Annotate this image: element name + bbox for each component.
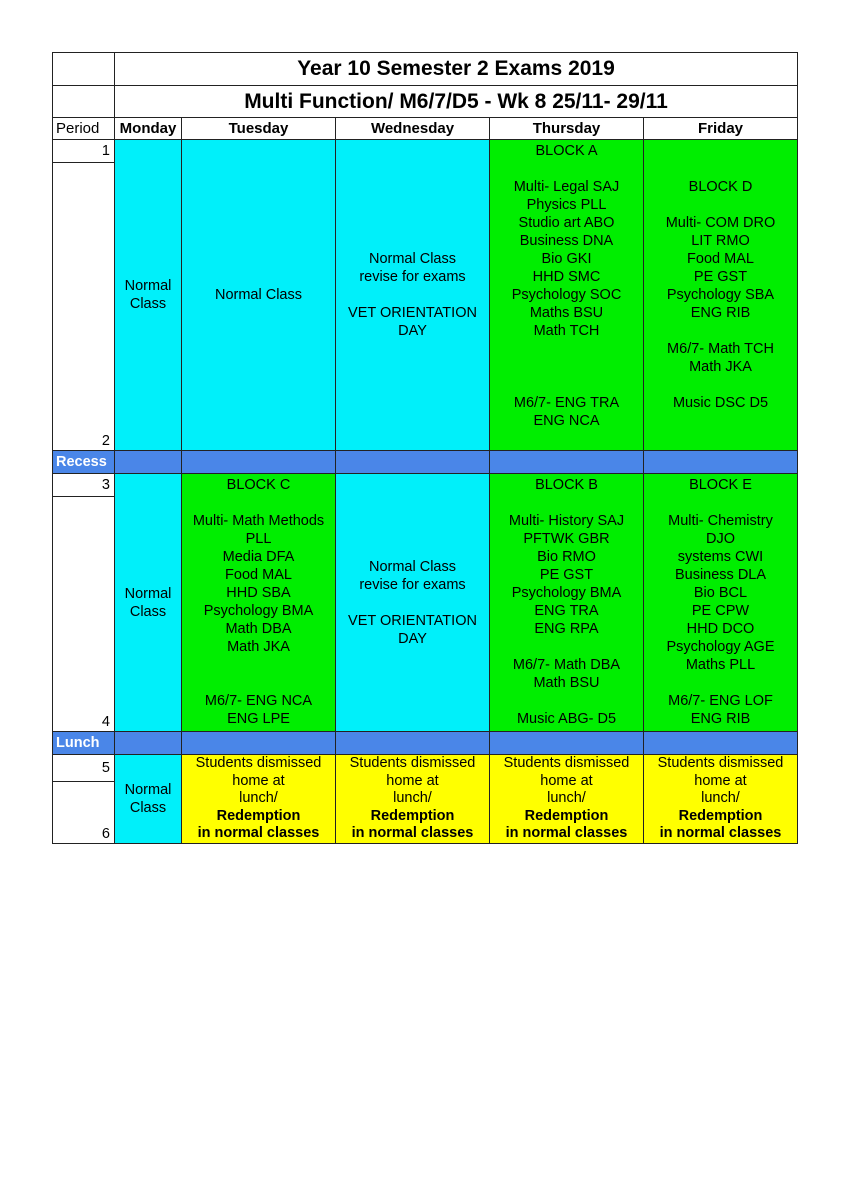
lunch-label: Lunch — [53, 732, 115, 755]
timetable-grid — [52, 52, 798, 844]
lunch-band — [115, 732, 182, 755]
period-number: 5 — [53, 755, 115, 782]
day-header-tuesday: Tuesday — [182, 118, 336, 140]
monday-session1-cell: Normal Class — [115, 140, 182, 451]
recess-band — [490, 451, 644, 474]
recess-band — [644, 451, 798, 474]
recess-band — [182, 451, 336, 474]
exam-timetable — [52, 52, 798, 844]
day-header-thursday: Thursday — [490, 118, 644, 140]
thursday-block-a-cell: BLOCK A Multi- Legal SAJ Physics PLL Studio art ABO Business DNA Bio GKI HHD SMC Psychology SOC Maths BSU Math TCH M6/7- ENG TRA ENG NCA — [490, 140, 644, 451]
period-number: 6 — [53, 782, 115, 843]
corner-cell — [53, 53, 115, 86]
day-header-friday: Friday — [644, 118, 798, 140]
day-header-monday: Monday — [115, 118, 182, 140]
tuesday-session1-cell: Normal Class — [182, 140, 336, 451]
period-number: 1 — [53, 140, 115, 163]
period-number: 4 — [53, 497, 115, 732]
friday-block-d-cell: BLOCK D Multi- COM DRO LIT RMO Food MAL PE GST Psychology SBA ENG RIB M6/7- Math TCH Math JKA Music DSC D5 — [644, 140, 798, 451]
monday-session3-cell: Normal Class — [115, 755, 182, 844]
recess-band — [336, 451, 490, 474]
friday-dismissed-cell: Students dismissed home at lunch/ Redemption in normal classes — [644, 755, 798, 844]
thursday-block-b-cell: BLOCK B Multi- History SAJ PFTWK GBR Bio RMO PE GST Psychology BMA ENG TRA ENG RPA M6/7- Math DBA Math BSU Music ABG- D5 — [490, 474, 644, 732]
lunch-band — [644, 732, 798, 755]
period-header: Period — [53, 118, 115, 140]
page-subtitle: Multi Function/ M6/7/D5 - Wk 8 25/11- 29/11 — [115, 86, 798, 118]
wednesday-dismissed-cell: Students dismissed home at lunch/ Redemption in normal classes — [336, 755, 490, 844]
page-title: Year 10 Semester 2 Exams 2019 — [115, 53, 798, 86]
lunch-band — [336, 732, 490, 755]
period-number: 3 — [53, 474, 115, 497]
day-header-wednesday: Wednesday — [336, 118, 490, 140]
monday-session2-cell: Normal Class — [115, 474, 182, 732]
wednesday-session1-cell: Normal Class revise for exams VET ORIENTATION DAY — [336, 140, 490, 451]
recess-label: Recess — [53, 451, 115, 474]
recess-band — [115, 451, 182, 474]
wednesday-session2-cell: Normal Class revise for exams VET ORIENTATION DAY — [336, 474, 490, 732]
lunch-band — [490, 732, 644, 755]
lunch-band — [182, 732, 336, 755]
tuesday-dismissed-cell: Students dismissed home at lunch/ Redemption in normal classes — [182, 755, 336, 844]
thursday-dismissed-cell: Students dismissed home at lunch/ Redemption in normal classes — [490, 755, 644, 844]
tuesday-block-c-cell: BLOCK C Multi- Math Methods PLL Media DFA Food MAL HHD SBA Psychology BMA Math DBA Math JKA M6/7- ENG NCA ENG LPE — [182, 474, 336, 732]
corner-cell — [53, 86, 115, 118]
period-number: 2 — [53, 163, 115, 451]
friday-block-e-cell: BLOCK E Multi- Chemistry DJO systems CWI Business DLA Bio BCL PE CPW HHD DCO Psychology AGE Maths PLL M6/7- ENG LOF ENG RIB — [644, 474, 798, 732]
